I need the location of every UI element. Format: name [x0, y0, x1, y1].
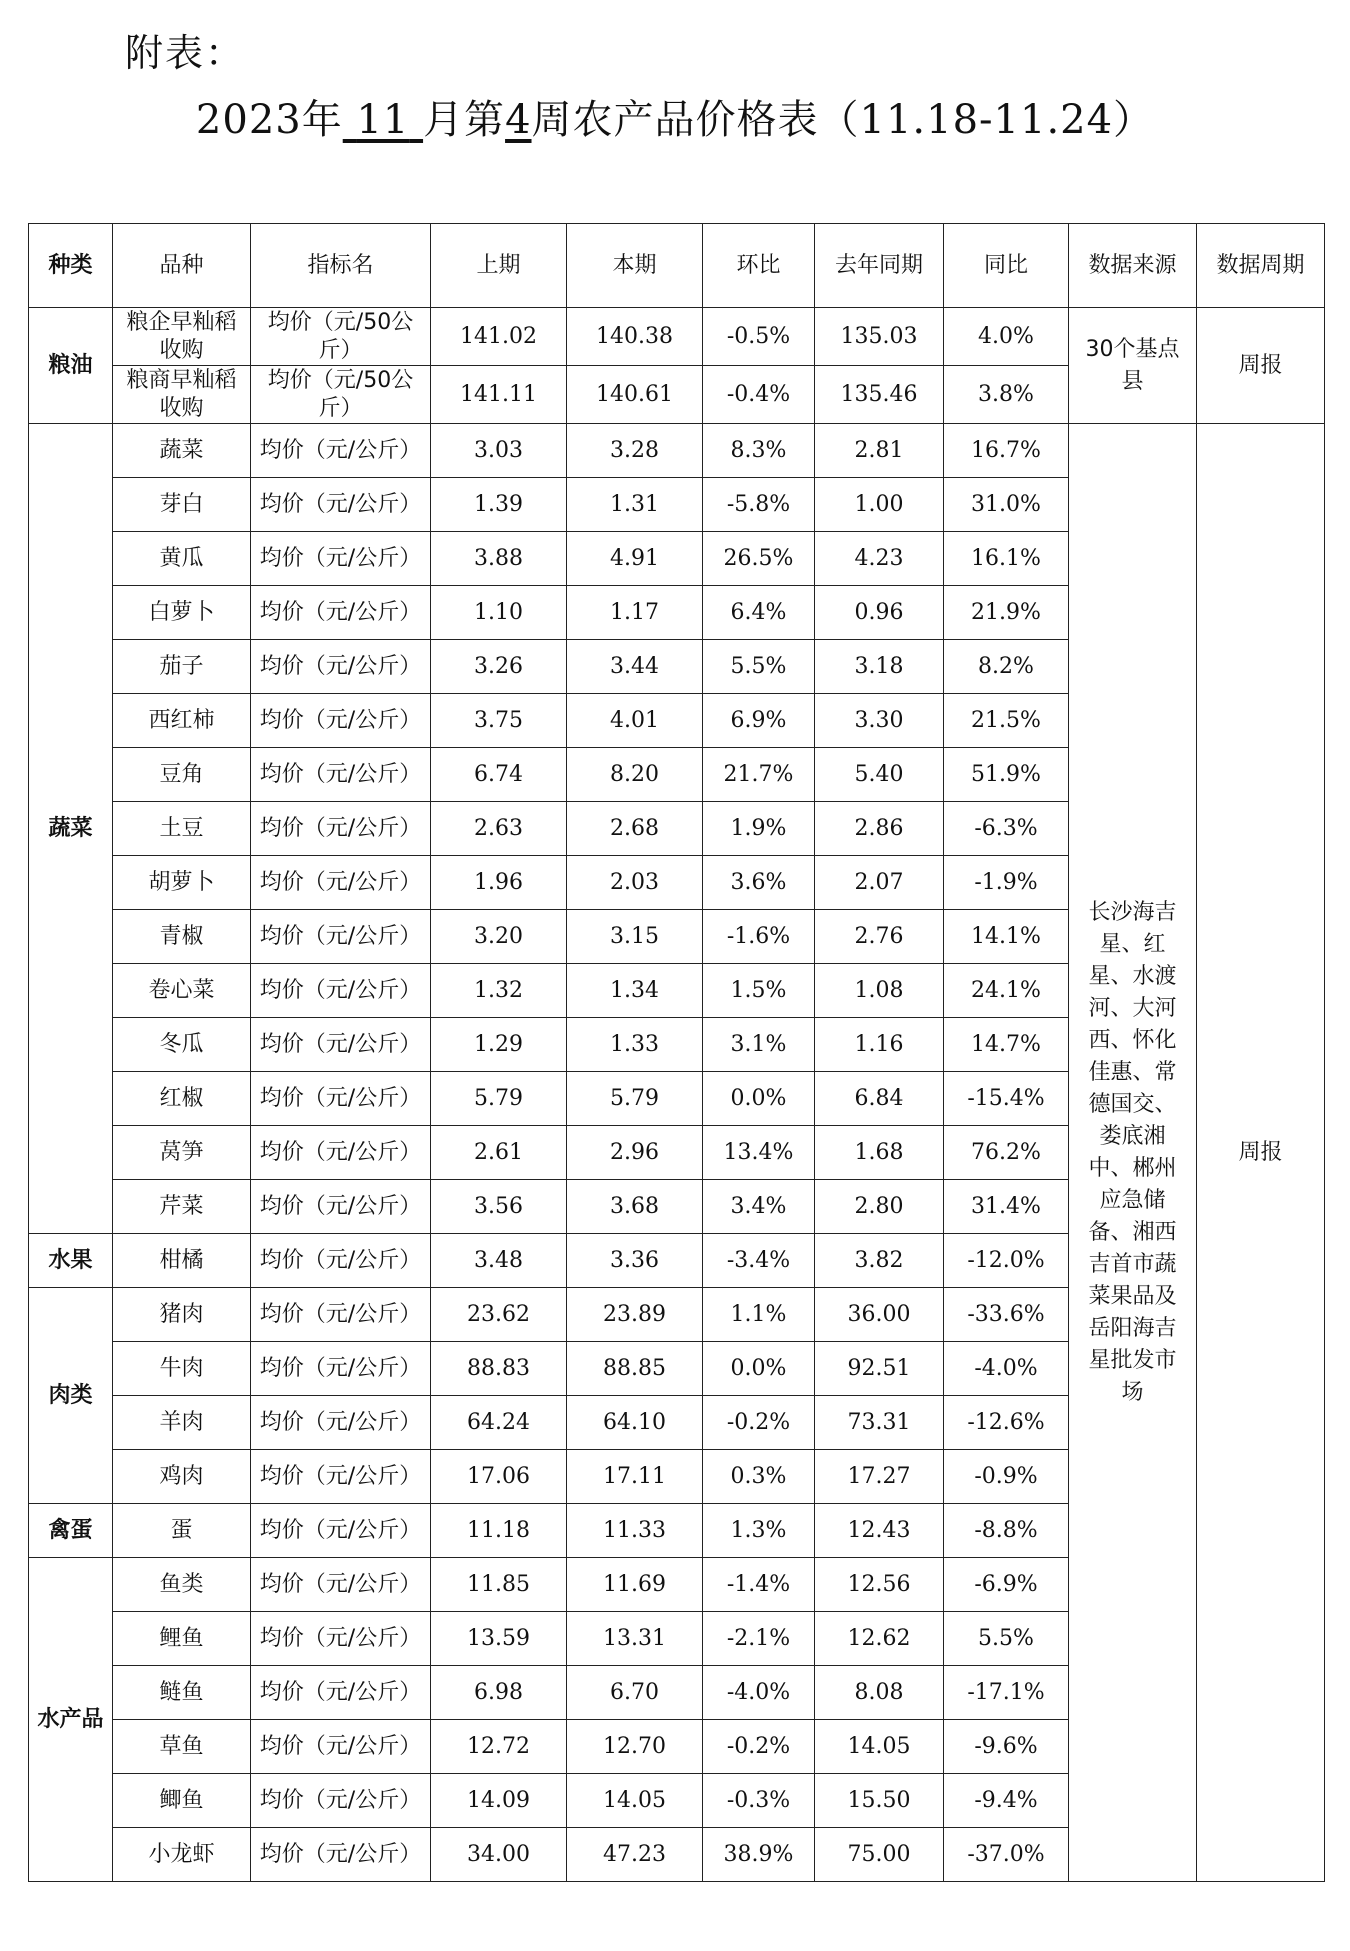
yoy-change-cell: 16.1% — [944, 532, 1069, 586]
indicator-cell: 均价（元/公斤） — [251, 802, 431, 856]
yoy-change-cell: 31.4% — [944, 1180, 1069, 1234]
yoy-change-cell: 5.5% — [944, 1612, 1069, 1666]
indicator-cell: 均价（元/公斤） — [251, 1396, 431, 1450]
last-year-value-cell: 3.82 — [815, 1234, 944, 1288]
yoy-change-cell: -12.0% — [944, 1234, 1069, 1288]
mom-change-cell: -1.6% — [703, 910, 815, 964]
mom-change-cell: -0.4% — [703, 366, 815, 424]
col-header: 品种 — [113, 224, 251, 308]
indicator-cell: 均价（元/公斤） — [251, 1234, 431, 1288]
data-source-cell: 30个基点县 — [1069, 308, 1197, 424]
mom-change-cell: 26.5% — [703, 532, 815, 586]
curr-value-cell: 140.61 — [567, 366, 703, 424]
table-row — [29, 308, 1325, 366]
prev-value-cell: 1.96 — [431, 856, 567, 910]
prev-value-cell: 1.32 — [431, 964, 567, 1018]
variety-cell: 粮企早籼稻收购 — [113, 308, 251, 366]
variety-cell: 牛肉 — [113, 1342, 251, 1396]
variety-cell: 猪肉 — [113, 1288, 251, 1342]
variety-cell: 粮商早籼稻收购 — [113, 366, 251, 424]
indicator-cell: 均价（元/公斤） — [251, 1828, 431, 1882]
variety-cell: 西红柿 — [113, 694, 251, 748]
curr-value-cell: 14.05 — [567, 1774, 703, 1828]
last-year-value-cell: 135.46 — [815, 366, 944, 424]
mom-change-cell: -0.5% — [703, 308, 815, 366]
curr-value-cell: 23.89 — [567, 1288, 703, 1342]
prev-value-cell: 3.03 — [431, 424, 567, 478]
indicator-cell: 均价（元/公斤） — [251, 532, 431, 586]
indicator-cell: 均价（元/公斤） — [251, 478, 431, 532]
curr-value-cell: 4.01 — [567, 694, 703, 748]
indicator-cell: 均价（元/50公斤） — [251, 308, 431, 366]
yoy-change-cell: -9.4% — [944, 1774, 1069, 1828]
indicator-cell: 均价（元/公斤） — [251, 1504, 431, 1558]
prev-value-cell: 6.98 — [431, 1666, 567, 1720]
yoy-change-cell: 16.7% — [944, 424, 1069, 478]
prev-value-cell: 14.09 — [431, 1774, 567, 1828]
last-year-value-cell: 92.51 — [815, 1342, 944, 1396]
yoy-change-cell: -6.9% — [944, 1558, 1069, 1612]
yoy-change-cell: -33.6% — [944, 1288, 1069, 1342]
curr-value-cell: 88.85 — [567, 1342, 703, 1396]
category-cell: 禽蛋 — [29, 1504, 113, 1558]
last-year-value-cell: 3.30 — [815, 694, 944, 748]
yoy-change-cell: 8.2% — [944, 640, 1069, 694]
prev-value-cell: 23.62 — [431, 1288, 567, 1342]
indicator-cell: 均价（元/公斤） — [251, 1288, 431, 1342]
mom-change-cell: 3.1% — [703, 1018, 815, 1072]
page-title — [0, 88, 1350, 145]
last-year-value-cell: 12.56 — [815, 1558, 944, 1612]
last-year-value-cell: 8.08 — [815, 1666, 944, 1720]
col-header: 数据周期 — [1197, 224, 1325, 308]
yoy-change-cell: 14.7% — [944, 1018, 1069, 1072]
mom-change-cell: 3.4% — [703, 1180, 815, 1234]
mom-change-cell: 8.3% — [703, 424, 815, 478]
mom-change-cell: 1.1% — [703, 1288, 815, 1342]
yoy-change-cell: 31.0% — [944, 478, 1069, 532]
last-year-value-cell: 1.08 — [815, 964, 944, 1018]
curr-value-cell: 5.79 — [567, 1072, 703, 1126]
prev-value-cell: 141.02 — [431, 308, 567, 366]
col-header: 本期 — [567, 224, 703, 308]
variety-cell: 草鱼 — [113, 1720, 251, 1774]
last-year-value-cell: 3.18 — [815, 640, 944, 694]
curr-value-cell: 1.17 — [567, 586, 703, 640]
last-year-value-cell: 1.00 — [815, 478, 944, 532]
yoy-change-cell: -8.8% — [944, 1504, 1069, 1558]
yoy-change-cell: -9.6% — [944, 1720, 1069, 1774]
prev-value-cell: 3.56 — [431, 1180, 567, 1234]
curr-value-cell: 1.33 — [567, 1018, 703, 1072]
curr-value-cell: 3.44 — [567, 640, 703, 694]
last-year-value-cell: 12.43 — [815, 1504, 944, 1558]
mom-change-cell: 5.5% — [703, 640, 815, 694]
prev-value-cell: 64.24 — [431, 1396, 567, 1450]
prev-value-cell: 5.79 — [431, 1072, 567, 1126]
variety-cell: 卷心菜 — [113, 964, 251, 1018]
yoy-change-cell: 76.2% — [944, 1126, 1069, 1180]
curr-value-cell: 3.28 — [567, 424, 703, 478]
curr-value-cell: 140.38 — [567, 308, 703, 366]
mom-change-cell: 21.7% — [703, 748, 815, 802]
mom-change-cell: -1.4% — [703, 1558, 815, 1612]
mom-change-cell: 1.5% — [703, 964, 815, 1018]
yoy-change-cell: -1.9% — [944, 856, 1069, 910]
variety-cell: 茄子 — [113, 640, 251, 694]
variety-cell: 蔬菜 — [113, 424, 251, 478]
curr-value-cell: 11.69 — [567, 1558, 703, 1612]
title-month: 11 — [356, 97, 410, 143]
variety-cell: 红椒 — [113, 1072, 251, 1126]
category-cell: 肉类 — [29, 1288, 113, 1504]
variety-cell: 土豆 — [113, 802, 251, 856]
variety-cell: 黄瓜 — [113, 532, 251, 586]
table-header-row — [29, 224, 1325, 308]
prev-value-cell: 3.75 — [431, 694, 567, 748]
curr-value-cell: 3.15 — [567, 910, 703, 964]
variety-cell: 冬瓜 — [113, 1018, 251, 1072]
mom-change-cell: 6.9% — [703, 694, 815, 748]
table-row — [29, 424, 1325, 478]
data-period-cell: 周报 — [1197, 424, 1325, 1882]
indicator-cell: 均价（元/公斤） — [251, 910, 431, 964]
title-year-suffix: 年 — [301, 97, 343, 143]
mom-change-cell: -3.4% — [703, 1234, 815, 1288]
indicator-cell: 均价（元/公斤） — [251, 1666, 431, 1720]
curr-value-cell: 64.10 — [567, 1396, 703, 1450]
curr-value-cell: 3.68 — [567, 1180, 703, 1234]
indicator-cell: 均价（元/公斤） — [251, 1126, 431, 1180]
col-header: 指标名 — [251, 224, 431, 308]
yoy-change-cell: 21.5% — [944, 694, 1069, 748]
variety-cell: 芹菜 — [113, 1180, 251, 1234]
last-year-value-cell: 2.76 — [815, 910, 944, 964]
yoy-change-cell: -4.0% — [944, 1342, 1069, 1396]
prev-value-cell: 1.10 — [431, 586, 567, 640]
prev-value-cell: 13.59 — [431, 1612, 567, 1666]
variety-cell: 青椒 — [113, 910, 251, 964]
variety-cell: 莴笋 — [113, 1126, 251, 1180]
curr-value-cell: 2.68 — [567, 802, 703, 856]
indicator-cell: 均价（元/公斤） — [251, 586, 431, 640]
yoy-change-cell: 3.8% — [944, 366, 1069, 424]
mom-change-cell: 1.3% — [703, 1504, 815, 1558]
mom-change-cell: 38.9% — [703, 1828, 815, 1882]
last-year-value-cell: 12.62 — [815, 1612, 944, 1666]
curr-value-cell: 1.34 — [567, 964, 703, 1018]
prev-value-cell: 3.88 — [431, 532, 567, 586]
yoy-change-cell: -12.6% — [944, 1396, 1069, 1450]
indicator-cell: 均价（元/公斤） — [251, 1342, 431, 1396]
prev-value-cell: 2.63 — [431, 802, 567, 856]
col-header: 环比 — [703, 224, 815, 308]
prev-value-cell: 34.00 — [431, 1828, 567, 1882]
indicator-cell: 均价（元/公斤） — [251, 1774, 431, 1828]
category-cell: 粮油 — [29, 308, 113, 424]
mom-change-cell: 6.4% — [703, 586, 815, 640]
yoy-change-cell: -17.1% — [944, 1666, 1069, 1720]
last-year-value-cell: 1.16 — [815, 1018, 944, 1072]
indicator-cell: 均价（元/公斤） — [251, 1612, 431, 1666]
price-table — [28, 223, 1325, 1882]
mom-change-cell: 0.3% — [703, 1450, 815, 1504]
curr-value-cell: 3.36 — [567, 1234, 703, 1288]
category-cell: 水果 — [29, 1234, 113, 1288]
curr-value-cell: 13.31 — [567, 1612, 703, 1666]
last-year-value-cell: 15.50 — [815, 1774, 944, 1828]
last-year-value-cell: 135.03 — [815, 308, 944, 366]
prev-value-cell: 11.85 — [431, 1558, 567, 1612]
variety-cell: 胡萝卜 — [113, 856, 251, 910]
category-cell: 蔬菜 — [29, 424, 113, 1234]
col-header: 种类 — [29, 224, 113, 308]
title-month-suffix: 月第 — [423, 97, 506, 143]
prev-value-cell: 6.74 — [431, 748, 567, 802]
mom-change-cell: 1.9% — [703, 802, 815, 856]
prev-value-cell: 2.61 — [431, 1126, 567, 1180]
curr-value-cell: 4.91 — [567, 532, 703, 586]
category-cell: 水产品 — [29, 1558, 113, 1882]
prev-value-cell: 3.48 — [431, 1234, 567, 1288]
last-year-value-cell: 36.00 — [815, 1288, 944, 1342]
title-year: 2023 — [195, 97, 302, 143]
curr-value-cell: 2.03 — [567, 856, 703, 910]
last-year-value-cell: 17.27 — [815, 1450, 944, 1504]
prev-value-cell: 141.11 — [431, 366, 567, 424]
indicator-cell: 均价（元/50公斤） — [251, 366, 431, 424]
last-year-value-cell: 6.84 — [815, 1072, 944, 1126]
indicator-cell: 均价（元/公斤） — [251, 1450, 431, 1504]
col-header: 同比 — [944, 224, 1069, 308]
last-year-value-cell: 0.96 — [815, 586, 944, 640]
indicator-cell: 均价（元/公斤） — [251, 856, 431, 910]
title-week: 4 — [505, 97, 532, 143]
last-year-value-cell: 1.68 — [815, 1126, 944, 1180]
prev-value-cell: 12.72 — [431, 1720, 567, 1774]
curr-value-cell: 8.20 — [567, 748, 703, 802]
variety-cell: 鱼类 — [113, 1558, 251, 1612]
yoy-change-cell: -37.0% — [944, 1828, 1069, 1882]
prev-value-cell: 17.06 — [431, 1450, 567, 1504]
variety-cell: 鸡肉 — [113, 1450, 251, 1504]
variety-cell: 豆角 — [113, 748, 251, 802]
indicator-cell: 均价（元/公斤） — [251, 694, 431, 748]
mom-change-cell: -0.2% — [703, 1720, 815, 1774]
variety-cell: 鲢鱼 — [113, 1666, 251, 1720]
indicator-cell: 均价（元/公斤） — [251, 640, 431, 694]
yoy-change-cell: -6.3% — [944, 802, 1069, 856]
variety-cell: 鲫鱼 — [113, 1774, 251, 1828]
last-year-value-cell: 2.81 — [815, 424, 944, 478]
yoy-change-cell: -15.4% — [944, 1072, 1069, 1126]
variety-cell: 芽白 — [113, 478, 251, 532]
last-year-value-cell: 2.80 — [815, 1180, 944, 1234]
indicator-cell: 均价（元/公斤） — [251, 964, 431, 1018]
indicator-cell: 均价（元/公斤） — [251, 1558, 431, 1612]
col-header: 去年同期 — [815, 224, 944, 308]
last-year-value-cell: 5.40 — [815, 748, 944, 802]
prev-value-cell: 3.26 — [431, 640, 567, 694]
yoy-change-cell: 24.1% — [944, 964, 1069, 1018]
last-year-value-cell: 75.00 — [815, 1828, 944, 1882]
attachment-label: 附表： — [125, 31, 246, 75]
variety-cell: 鲤鱼 — [113, 1612, 251, 1666]
mom-change-cell: 3.6% — [703, 856, 815, 910]
col-header: 上期 — [431, 224, 567, 308]
last-year-value-cell: 2.07 — [815, 856, 944, 910]
prev-value-cell: 3.20 — [431, 910, 567, 964]
yoy-change-cell: 4.0% — [944, 308, 1069, 366]
variety-cell: 羊肉 — [113, 1396, 251, 1450]
data-period-cell: 周报 — [1197, 308, 1325, 424]
last-year-value-cell: 4.23 — [815, 532, 944, 586]
last-year-value-cell: 2.86 — [815, 802, 944, 856]
variety-cell: 柑橘 — [113, 1234, 251, 1288]
curr-value-cell: 17.11 — [567, 1450, 703, 1504]
indicator-cell: 均价（元/公斤） — [251, 1072, 431, 1126]
yoy-change-cell: 21.9% — [944, 586, 1069, 640]
last-year-value-cell: 73.31 — [815, 1396, 944, 1450]
indicator-cell: 均价（元/公斤） — [251, 1180, 431, 1234]
yoy-change-cell: 14.1% — [944, 910, 1069, 964]
prev-value-cell: 88.83 — [431, 1342, 567, 1396]
col-header: 数据来源 — [1069, 224, 1197, 308]
mom-change-cell: 0.0% — [703, 1342, 815, 1396]
variety-cell: 白萝卜 — [113, 586, 251, 640]
variety-cell: 小龙虾 — [113, 1828, 251, 1882]
curr-value-cell: 11.33 — [567, 1504, 703, 1558]
mom-change-cell: 0.0% — [703, 1072, 815, 1126]
curr-value-cell: 47.23 — [567, 1828, 703, 1882]
last-year-value-cell: 14.05 — [815, 1720, 944, 1774]
curr-value-cell: 2.96 — [567, 1126, 703, 1180]
mom-change-cell: -5.8% — [703, 478, 815, 532]
curr-value-cell: 6.70 — [567, 1666, 703, 1720]
yoy-change-cell: -0.9% — [944, 1450, 1069, 1504]
mom-change-cell: -4.0% — [703, 1666, 815, 1720]
prev-value-cell: 11.18 — [431, 1504, 567, 1558]
mom-change-cell: -0.2% — [703, 1396, 815, 1450]
prev-value-cell: 1.39 — [431, 478, 567, 532]
curr-value-cell: 1.31 — [567, 478, 703, 532]
curr-value-cell: 12.70 — [567, 1720, 703, 1774]
data-source-cell: 长沙海吉星、红星、水渡河、大河西、怀化佳惠、常德国交、娄底湘中、郴州应急储备、湘西吉首市蔬菜果品及岳阳海吉星批发市场 — [1069, 424, 1197, 1882]
indicator-cell: 均价（元/公斤） — [251, 1720, 431, 1774]
indicator-cell: 均价（元/公斤） — [251, 748, 431, 802]
indicator-cell: 均价（元/公斤） — [251, 424, 431, 478]
mom-change-cell: -2.1% — [703, 1612, 815, 1666]
mom-change-cell: -0.3% — [703, 1774, 815, 1828]
indicator-cell: 均价（元/公斤） — [251, 1018, 431, 1072]
title-rest: 周农产品价格表（11.18-11.24） — [531, 97, 1155, 143]
mom-change-cell: 13.4% — [703, 1126, 815, 1180]
prev-value-cell: 1.29 — [431, 1018, 567, 1072]
variety-cell: 蛋 — [113, 1504, 251, 1558]
yoy-change-cell: 51.9% — [944, 748, 1069, 802]
